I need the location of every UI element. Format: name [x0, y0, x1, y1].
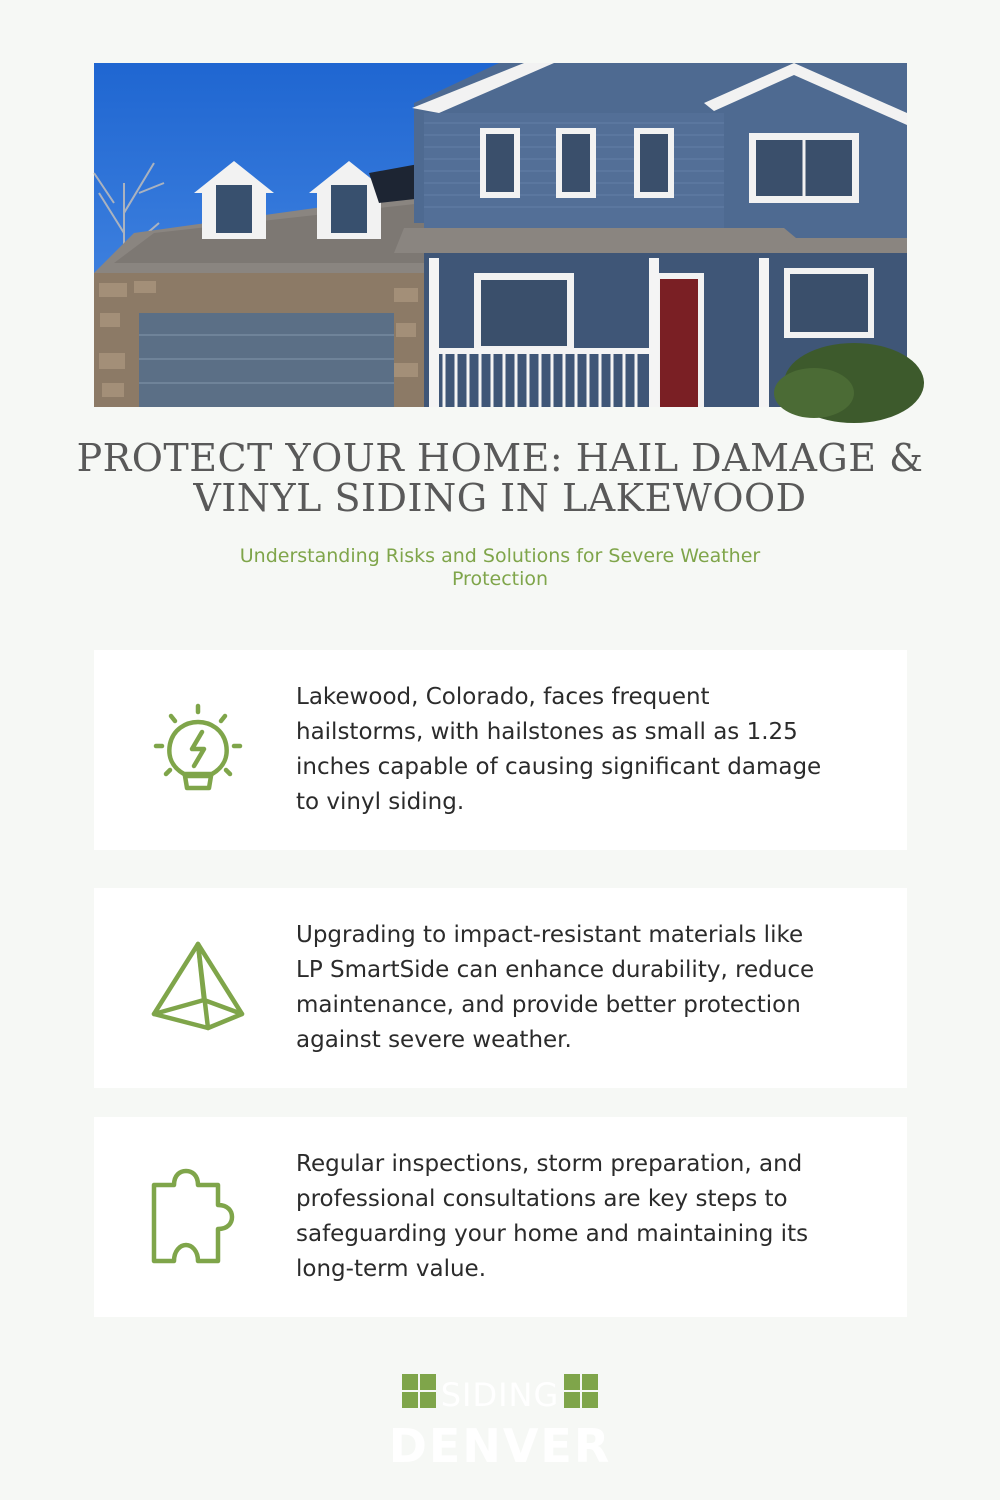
- card-text: Lakewood, Colorado, faces frequent hailstorms, with hailstones as small as 1.25 inches capable of causing significant damage to vinyl siding.: [296, 684, 822, 815]
- card-text: Regular inspections, storm preparation, and professional consultations are key steps to safeguarding your home and maintaining its long-term value.: [296, 1151, 809, 1282]
- info-card-hail-risk: [94, 650, 907, 850]
- pyramid-icon: [148, 938, 248, 1038]
- page-title: PROTECT YOUR HOME: HAIL DAMAGE & VINYL SIDING IN LAKEWOOD: [76, 436, 924, 520]
- puzzle-piece-icon: [148, 1167, 248, 1267]
- logo-word-denver: DENVER: [388, 1419, 612, 1473]
- house-illustration: [94, 63, 907, 407]
- logo-squares-left: [402, 1374, 436, 1408]
- info-card-upgrade: [94, 888, 907, 1088]
- hero-house-photo: [94, 63, 907, 407]
- page-subtitle: Understanding Risks and Solutions for Severe Weather Protection: [239, 545, 761, 590]
- logo-word-siding: SIDING: [440, 1376, 560, 1414]
- logo-squares-right: [564, 1374, 598, 1408]
- siding-denver-logo: [388, 1372, 612, 1473]
- info-card-inspections: [94, 1117, 907, 1317]
- card-text: Upgrading to impact-resistant materials like LP SmartSide can enhance durability, reduce maintenance, and provide better protection against severe weather.: [296, 922, 815, 1053]
- lightbulb-icon: [148, 700, 248, 800]
